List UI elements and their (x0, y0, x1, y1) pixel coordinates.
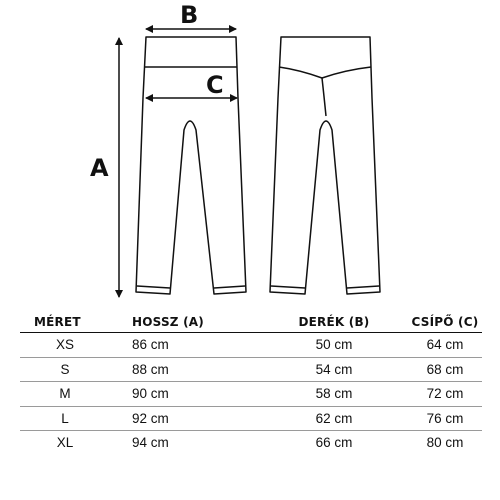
cell-hip: 64 cm (408, 333, 482, 358)
header-hip: CSÍPŐ (C) (408, 312, 482, 333)
cell-size: XS (20, 333, 110, 358)
back-center-seam (322, 78, 326, 116)
label-a: A (90, 154, 109, 182)
cell-waist: 50 cm (260, 333, 408, 358)
back-right-cuff-line (347, 286, 379, 288)
header-length: HOSSZ (A) (110, 312, 260, 333)
cell-hip: 80 cm (426, 435, 464, 451)
table-row (20, 431, 482, 455)
front-leggings-outline (136, 37, 246, 294)
cell-waist: 66 cm (315, 435, 353, 451)
cell-length: 90 cm (110, 382, 260, 407)
back-waistband-curve (279, 67, 371, 78)
table-row (20, 333, 482, 358)
back-view-leggings (270, 37, 380, 294)
cell-hip: 76 cm (408, 406, 482, 431)
cell-hip: 72 cm (408, 382, 482, 407)
cell-waist: 62 cm (260, 406, 408, 431)
cell-size: M (20, 382, 110, 407)
cell-waist: 58 cm (260, 382, 408, 407)
cell-length: 92 cm (110, 406, 260, 431)
front-view-leggings (136, 37, 246, 294)
size-chart-table (20, 312, 482, 455)
label-c: C (206, 71, 224, 99)
cell-size: XL (56, 435, 74, 451)
table-row (20, 357, 482, 382)
table-header-row (20, 312, 482, 333)
cell-length: 94 cm (132, 435, 169, 451)
table-row (20, 382, 482, 407)
header-waist: DERÉK (B) (260, 312, 408, 333)
back-left-cuff-line (271, 286, 305, 288)
cell-size: L (20, 406, 110, 431)
cell-waist: 54 cm (260, 357, 408, 382)
cell-length: 86 cm (110, 333, 260, 358)
cell-length: 88 cm (110, 357, 260, 382)
table-row (20, 406, 482, 431)
label-b: B (180, 1, 199, 29)
back-leggings-outline (270, 37, 380, 294)
cell-size: S (20, 357, 110, 382)
front-left-cuff-line (137, 286, 170, 288)
cell-hip: 68 cm (408, 357, 482, 382)
header-size: MÉRET (20, 312, 110, 333)
front-right-cuff-line (214, 286, 245, 288)
